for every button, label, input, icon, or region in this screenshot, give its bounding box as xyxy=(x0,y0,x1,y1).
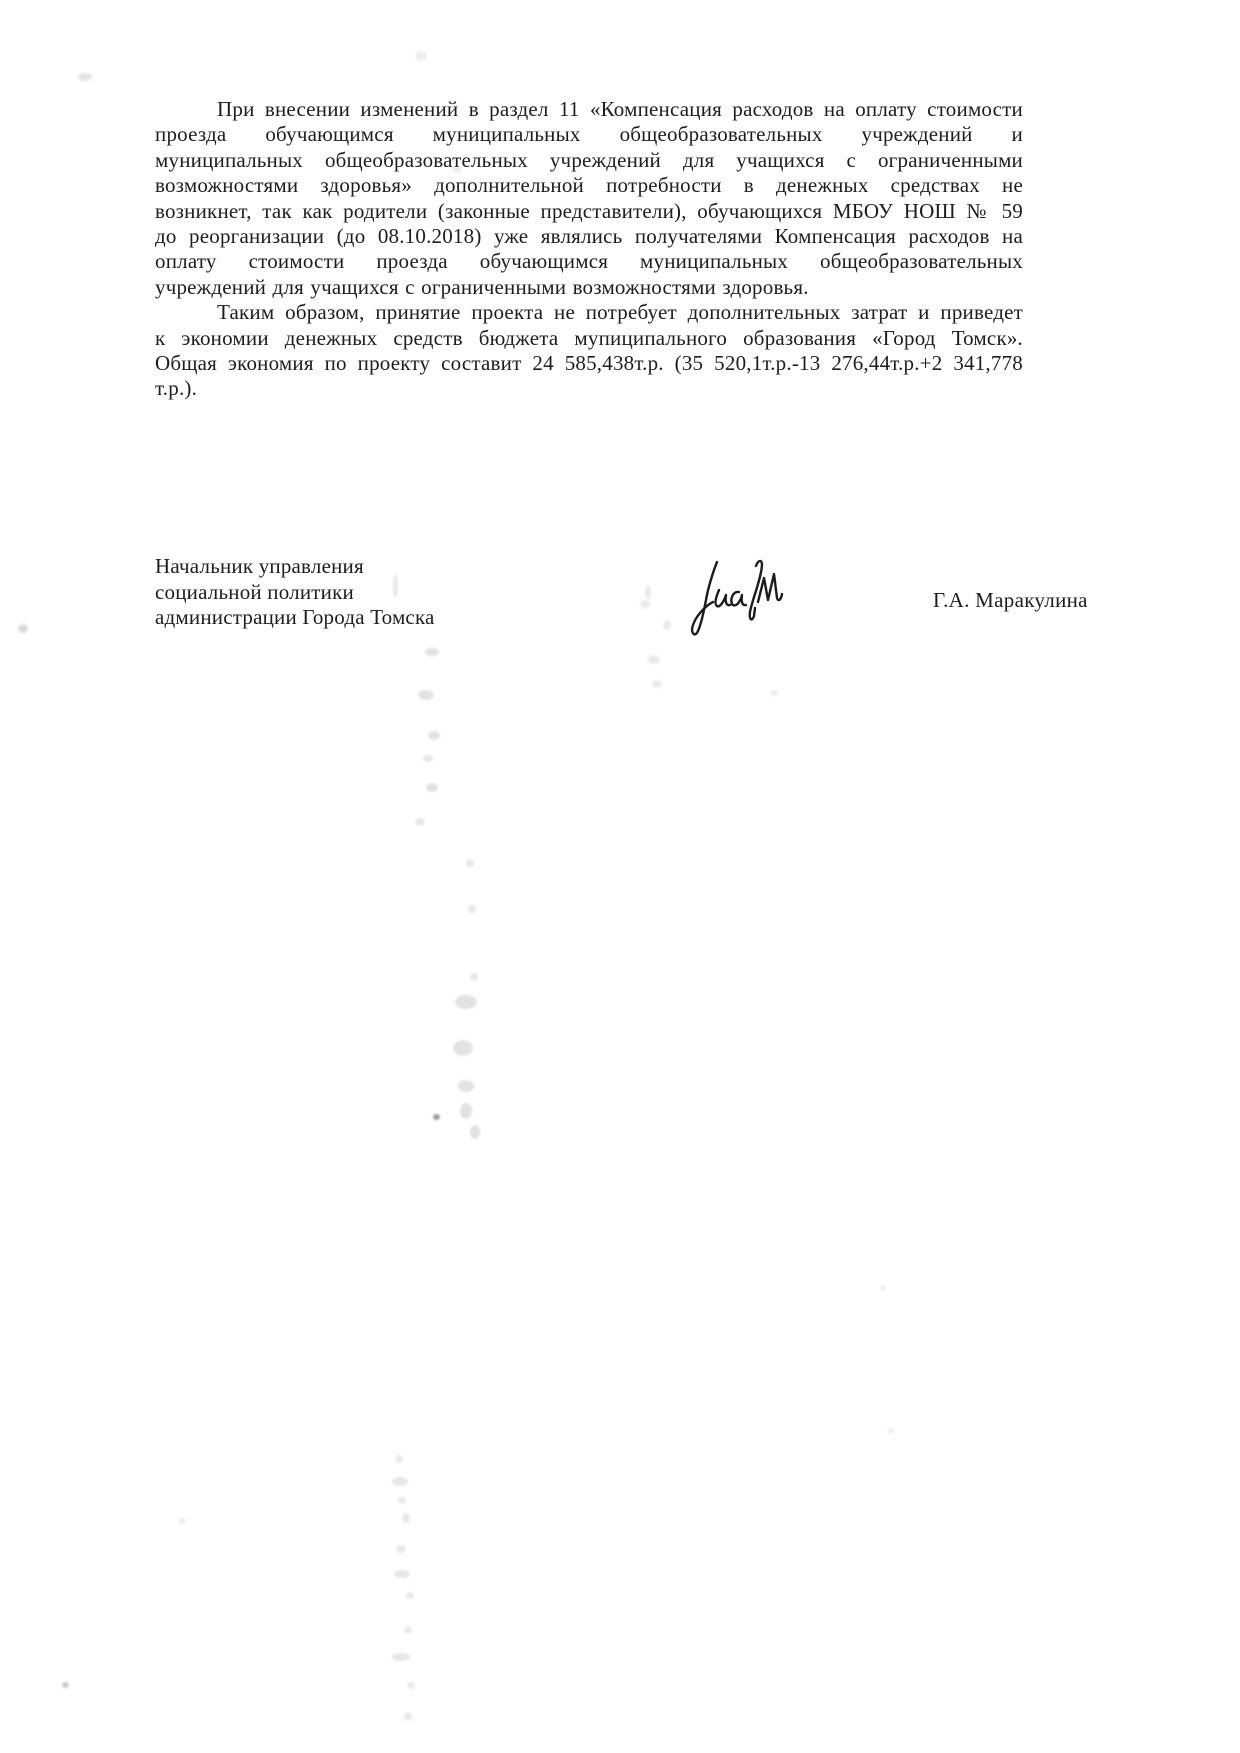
scan-artifact xyxy=(433,1114,440,1120)
scan-artifact xyxy=(453,1040,473,1056)
scan-artifact xyxy=(423,755,433,762)
text-line: проезда обучающимся муниципальных общеобразовательных учреждений и xyxy=(155,122,1023,147)
document-body-text xyxy=(155,97,1023,402)
scan-artifact xyxy=(415,52,427,60)
scan-artifact xyxy=(392,1653,410,1661)
scan-artifact xyxy=(640,600,650,608)
text-line: возникнет, так как родители (законные представители), обучающихся МБОУ НОШ № 59 xyxy=(155,198,1023,223)
scan-artifact xyxy=(392,1477,408,1486)
signatory-name: Г.А. Маракулина xyxy=(933,588,1088,612)
scan-artifact xyxy=(470,1125,480,1139)
scan-artifact xyxy=(178,1518,186,1524)
scan-artifact xyxy=(468,905,476,913)
scan-artifact xyxy=(426,783,438,792)
scan-artifact xyxy=(652,680,662,688)
handwritten-signature-icon xyxy=(686,550,804,645)
text-line: т.р.). xyxy=(155,376,198,401)
signatory-position-line: администрации Города Томска xyxy=(155,605,435,630)
scan-artifact xyxy=(880,1285,886,1291)
scan-artifact xyxy=(404,1627,412,1634)
signatory-position-line: Начальник управления xyxy=(155,554,364,578)
scan-artifact xyxy=(402,1513,410,1523)
signatory-position-line: социальной политики xyxy=(155,579,354,604)
text-line: учреждений для учащихся с ограниченными возможностями здоровья. xyxy=(155,274,809,299)
scan-artifact xyxy=(18,624,28,633)
scan-artifact xyxy=(888,1428,894,1434)
scan-artifact xyxy=(425,648,439,656)
scan-artifact xyxy=(418,690,434,700)
scan-artifact xyxy=(62,1682,69,1688)
text-line: Общая экономия по проекту составит 24 585,438т.р. (35 520,1т.р.-13 276,44т.р.+2 341,778 xyxy=(155,351,1023,376)
scan-artifact xyxy=(645,585,651,599)
text-line: Таким образом, принятие проекта не потребует дополнительных затрат и приведет xyxy=(217,300,1023,325)
text-line: При внесении изменений в раздел 11 «Компенсация расходов на оплату стоимости xyxy=(217,97,1023,121)
scan-artifact xyxy=(648,655,660,664)
scan-artifact xyxy=(404,1712,412,1721)
text-line: к экономии денежных средств бюджета мупиципального образования «Город Томск». xyxy=(155,325,1023,350)
scan-artifact xyxy=(394,1570,410,1578)
scan-artifact xyxy=(396,1545,406,1553)
scan-artifact xyxy=(428,731,440,740)
scan-artifact xyxy=(466,860,474,867)
scan-artifact xyxy=(395,1455,403,1463)
text-line: муниципальных общеобразовательных учреждений для учащихся с ограниченными xyxy=(155,147,1023,172)
scan-artifact xyxy=(415,818,425,826)
scan-artifact xyxy=(455,995,477,1009)
signatory-position-block xyxy=(155,554,575,631)
scan-artifact xyxy=(406,1592,414,1599)
scan-artifact xyxy=(398,1497,406,1504)
scan-artifact xyxy=(78,73,92,81)
scan-artifact xyxy=(663,620,671,630)
scan-artifact xyxy=(458,1080,474,1092)
text-line: до реорганизации (до 08.10.2018) уже являлись получателями Компенсация расходов на xyxy=(155,224,1023,249)
scan-artifact xyxy=(770,690,778,696)
scan-artifact xyxy=(407,1682,415,1689)
scan-artifact xyxy=(470,973,478,981)
scan-artifact xyxy=(460,1103,472,1119)
text-line: возможностями здоровья» дополнительной потребности в денежных средствах не xyxy=(155,173,1023,198)
text-line: оплату стоимости проезда обучающимся муниципальных общеобразовательных xyxy=(155,249,1023,274)
